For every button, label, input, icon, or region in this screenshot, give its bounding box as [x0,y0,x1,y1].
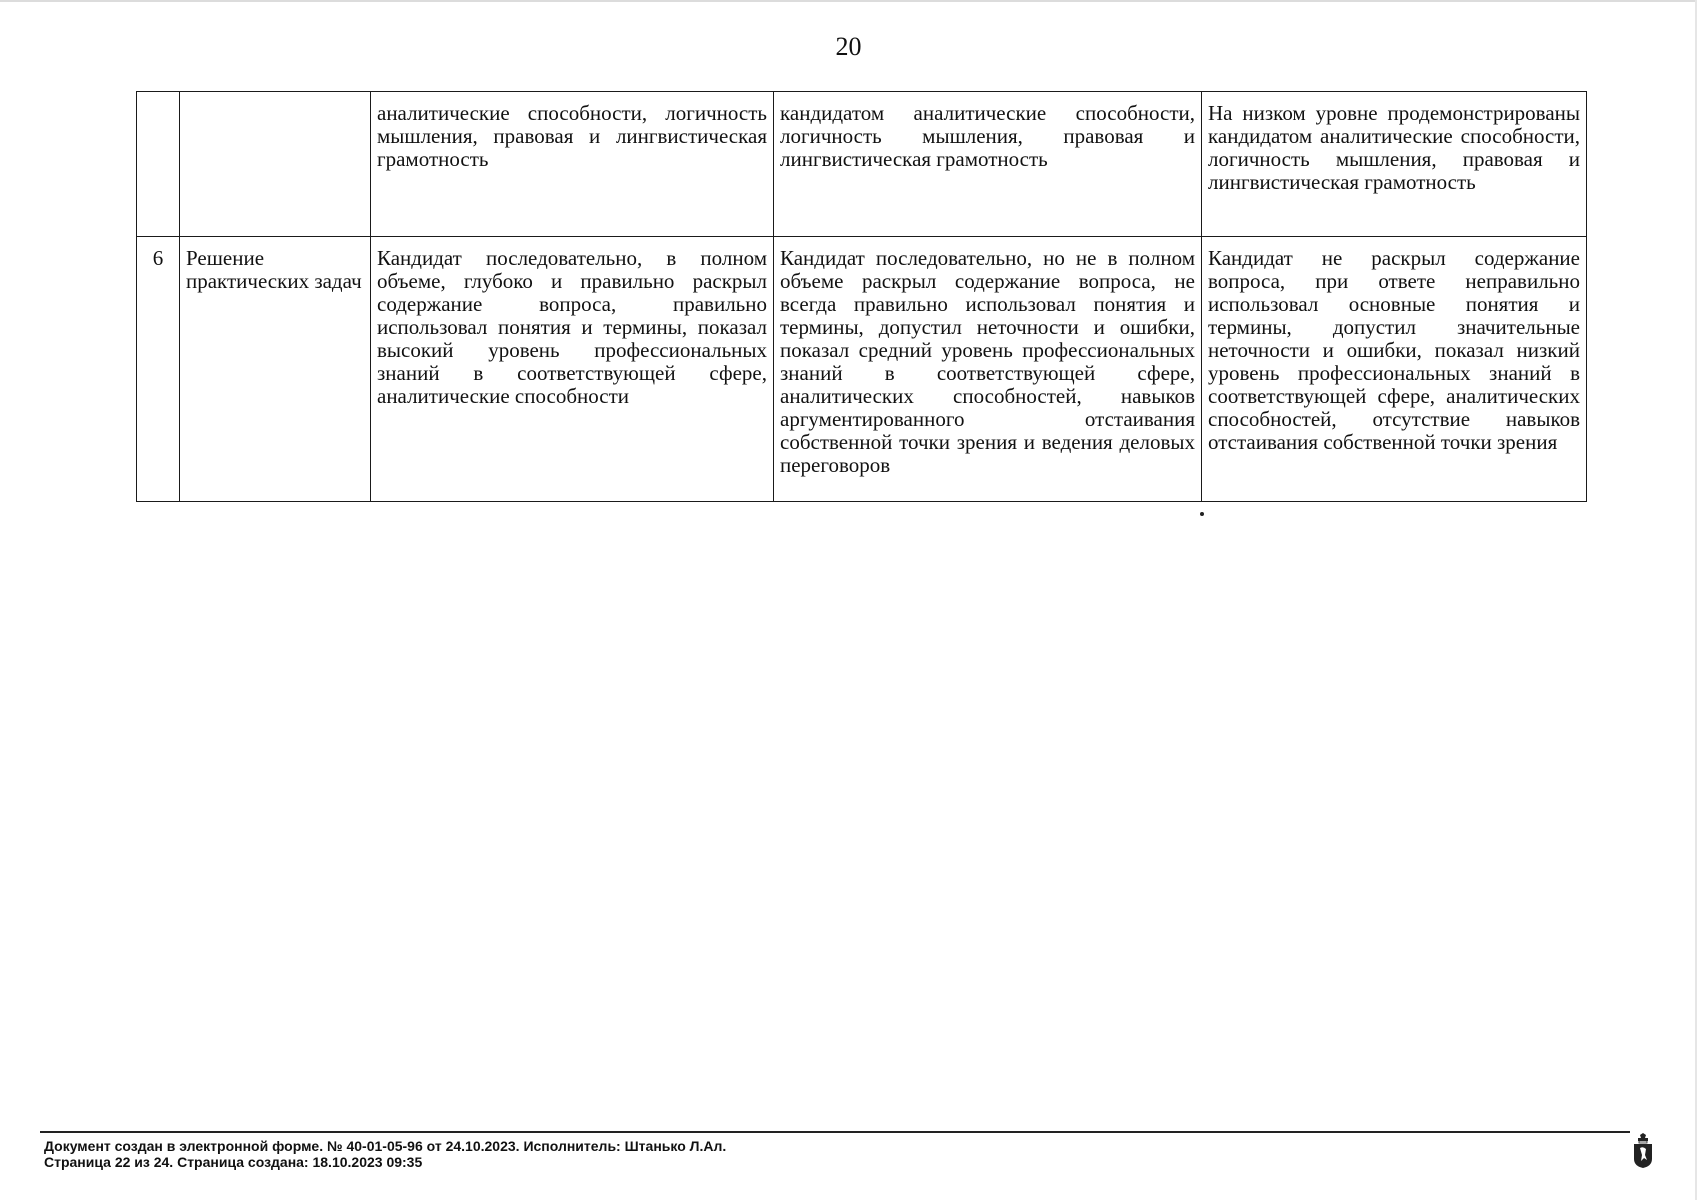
row-number-cell [137,92,180,237]
row-number-cell: 6 [137,237,180,502]
criterion-name-cell [180,92,371,237]
footer-document-info: Документ создан в электронной форме. № 40-01-05-96 от 24.10.2023. Исполнитель: Штанько Л.Ал. [44,1138,727,1154]
medium-level-cell: кандидатом аналитические способности, логичность мышления, правовая и лингвистическая грамотность [774,92,1202,237]
page-number: 20 [835,32,862,61]
high-level-cell: Кандидат последовательно, в полном объеме, глубоко и правильно раскрыл содержание вопроса, правильно использовал понятия и термины, показал высокий уровень профессиональных знаний в соответствующей сфере, аналитические способности [371,237,774,502]
scan-dot-mark [1200,512,1204,516]
top-edge-line [0,0,1697,2]
table-row [137,237,1587,502]
criterion-name-cell: Решение практических задач [180,237,371,502]
footer-divider [40,1131,1630,1133]
table-row [137,92,1587,237]
low-level-cell: Кандидат не раскрыл содержание вопроса, при ответе неправильно использовал основные понятия и термины, допустил значительные неточности и ошибки, показал низкий уровень профессиональных знаний в соответствующей сфере, аналитических способностей, отсутствие навыков отстаивания собственной точки зрения [1202,237,1587,502]
document-footer [44,1138,726,1170]
high-level-cell: аналитические способности, логичность мышления, правовая и лингвистическая грамотность [371,92,774,237]
coat-of-arms-icon [1632,1133,1654,1169]
evaluation-criteria-table [136,91,1587,502]
low-level-cell: На низком уровне продемонстрированы кандидатом аналитические способности, логичность мышления, правовая и лингвистическая грамотность [1202,92,1587,237]
footer-page-info: Страница 22 из 24. Страница создана: 18.10.2023 09:35 [44,1154,423,1170]
medium-level-cell: Кандидат последовательно, но не в полном объеме раскрыл содержание вопроса, не всегда правильно использовал понятия и термины, допустил неточности и ошибки, показал средний уровень профессиональных знаний в соответствующей сфере, аналитических способностей, навыков аргументированного отстаивания собственной точки зрения и ведения деловых переговоров [774,237,1202,502]
